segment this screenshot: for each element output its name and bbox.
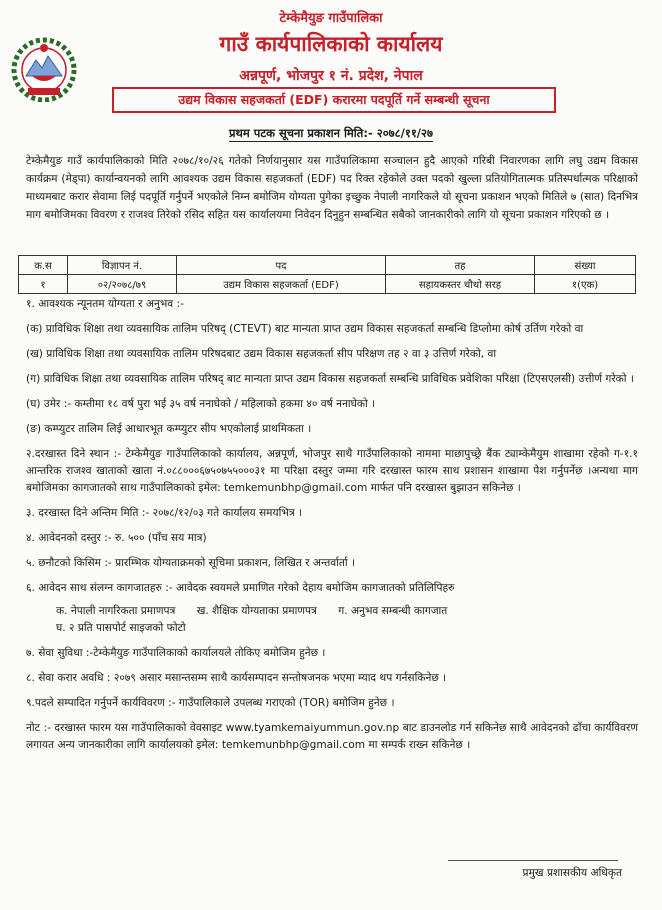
table-cell: उद्यम विकास सहजकर्ता (EDF) bbox=[177, 275, 386, 294]
signature-line bbox=[448, 860, 618, 861]
qualification-item: (ख) प्राविधिक शिक्षा तथा व्यवसायिक तालिम परिषदबाट उद्यम विकास सहजकर्ता सीप परिक्षण तह २ वा ३ उत्तिर्ण गरेको, वा bbox=[26, 348, 497, 360]
table-row bbox=[19, 275, 636, 294]
table-cell: ०२/२०७८/७९ bbox=[68, 275, 177, 294]
selection-method: ५. छनौटको किसिम :- प्रारम्भिक योग्यताक्रमको सूचिमा प्रकाशन, लिखित र अन्तर्वार्ता । bbox=[26, 557, 356, 569]
intro-paragraph: टेम्केमैयुङ गाउँ कार्यपालिकाको मिति २०७८/१०/२६ गतेको निर्णयानुसार यस गाउँपालिकामा सञ्चालन हुदै आएको गरिबी निवारणका लागि लघु उद्यम विकास कार्यक्रम (मेड्पा) कार्यान्वयनको लागि आवश्यक उद्यम विकास सहजकर्ता (EDF) पद रिक्त रहेकोले उक्त पदको खुल्ला प्रतियोगितात्मक प्रतिस्पर्धात्मक परिक्षाको माध्यमबाट करार सेवामा लिई पदपूर्ति गर्नुपर्ने भएकोले निम्न बमोजिम योग्यता पुगेका इच्छुक नेपाली नागरिकले यो सूचना प्रकाशन भएको मितिले ७ (सात) दिनभित्र माग बमोजिमका विवरण र राजश्व तिरेको रसिद सहित यस कार्यालयमा निवेदन दिनुहुन सम्बन्धित सबैको जानकारीको लागि यो सूचना प्रकाशन गरिएको छ । bbox=[26, 155, 638, 221]
publication-date-text: प्रथम पटक सूचना प्रकाशन मिति:- २०७८/११/२७ bbox=[229, 126, 433, 140]
document-item: घ. २ प्रति पासपोर्ट साइजको फोटो bbox=[56, 622, 186, 634]
document-item: ग. अनुभव सम्बन्धी कागजात bbox=[338, 605, 448, 617]
table-header-row bbox=[19, 256, 636, 275]
job-description: ९.पदले सम्पादित गर्नुपर्ने कार्यविवरण :- गाउँपालिकाले उपलब्ध गराएको (TOR) बमोजिम हुनेछ । bbox=[26, 697, 395, 709]
table-header: संख्या bbox=[535, 256, 636, 275]
documents-list bbox=[56, 603, 638, 637]
document-item: क. नेपाली नागरिकता प्रमाणपत्र bbox=[56, 605, 176, 617]
signatory-title: प्रमुख प्रशासकीय अधिकृत bbox=[522, 867, 622, 879]
table-cell: १ bbox=[19, 275, 68, 294]
application-place: २.दरखास्त दिने स्थान :- टेम्केमैयुङ गाउँपालिकाको कार्यालय, अन्नपूर्ण, भोजपुर साथै गाउँपालिकाको नाममा माछापुच्छ्रे बैंक ट्याम्केमैयुम शाखामा रहेको ग-१.१ आन्तरिक राजश्व खाताको खाता नं.०८८०००६७५०७५५०००३१ मा परिक्षा दस्तुर जम्मा गरि दरखास्त फारम साथ प्रशासन शाखामा पेश गर्नुपर्नेछ ।अन्यथा माग बमोजिमका कागजातको साथ गाउँपालिकाको इमेल: temkemunbhp@gmail.com मार्फत पनि दरखास्त बुझाउन सकिनेछ । bbox=[26, 448, 638, 494]
documents-row bbox=[56, 603, 638, 620]
service-benefits: ७. सेवा सुविधा :-टेम्केमैयुङ गाउँपालिकाको कार्यालयले तोकिए बमोजिम हुनेछ । bbox=[26, 647, 326, 659]
notice-banner: उद्यम विकास सहजकर्ता (EDF) करारमा पदपूर्ति गर्ने सम्बन्धी सूचना bbox=[112, 87, 556, 113]
required-documents: ६. आवेदन साथ संलग्न कागजातहरु :- आवेदक स्वयमले प्रमाणित गरेको देहाय बमोजिम कागजातको प्रतिलिपिहरु bbox=[26, 582, 455, 594]
publication-date bbox=[0, 126, 662, 141]
document-item: ख. शैक्षिक योग्यताका प्रमाणपत्र bbox=[196, 605, 317, 617]
qualification-item: (घ) उमेर :- कम्तीमा १८ वर्ष पुरा भई ३५ वर्ष ननाघेको / महिलाको हकमा ४० वर्ष ननाघेको । bbox=[26, 398, 376, 410]
section-heading: १. आवश्यक न्यूनतम योग्यता र अनुभव :- bbox=[26, 298, 184, 310]
table-header: विज्ञापन नं. bbox=[68, 256, 177, 275]
note: नोट :- दरखास्त फारम यस गाउँपालिकाको वेवसाइट www.tyamkemaiyummun.gov.np बाट डाउनलोड गर्न सकिनेछ साथै आवेदनको ढाँचा कार्यविवरण लगायत अन्य जानकारीका लागि कार्यालयको इमेल: temkemunbhp@gmail.com मा सम्पर्क राख्न सकिनेछ । bbox=[26, 722, 638, 751]
documents-row bbox=[56, 620, 638, 637]
table-header: क.स bbox=[19, 256, 68, 275]
contract-period: ८. सेवा करार अवधि : २०७९ असार मसान्तसम्म साथै कार्यसम्पादन सन्तोषजनक भएमा म्याद थप गर्नसकिनेछ । bbox=[26, 672, 447, 684]
qualification-item: (क) प्राविधिक शिक्षा तथा व्यवसायिक तालिम परिषद् (CTEVT) बाट मान्यता प्राप्त उद्यम विकास सहजकर्ता सम्बन्धि डिप्लोमा कोर्ष उर्तिण गरेको वा bbox=[26, 323, 584, 335]
table-cell: सहायकस्तर चौथो सरह bbox=[386, 275, 535, 294]
notice-body bbox=[26, 296, 638, 762]
qualification-item: (ङ) कम्प्युटर तालिम लिई आधारभूत कम्प्युटर सीप भएकोलाई प्राथमिकता । bbox=[26, 423, 312, 435]
application-fee: ४. आवेदनको दस्तुर :- रु. ५०० (पाँच सय मात्र) bbox=[26, 532, 207, 544]
table-cell: १(एक) bbox=[535, 275, 636, 294]
office-title: गाउँ कार्यपालिकाको कार्यालय bbox=[219, 32, 443, 56]
office-address: अन्नपूर्ण, भोजपुर १ नं. प्रदेश, नेपाल bbox=[239, 68, 423, 84]
vacancy-table bbox=[18, 255, 636, 294]
deadline: ३. दरखास्त दिने अन्तिम मिति :- २०७८/१२/०३ गते कार्यालय समयभित्र । bbox=[26, 507, 303, 519]
table-header: पद bbox=[177, 256, 386, 275]
table-header: तह bbox=[386, 256, 535, 275]
qualification-item: (ग) प्राविधिक शिक्षा तथा व्यवसायिक तालिम परिषद् बाट मान्यता प्राप्त उद्यम विकास सहजकर्ता सम्बन्धि प्राविधिक प्रवेशिका परिक्षा (टिएसएलसी) उत्तीर्ण गरेको । bbox=[26, 373, 634, 385]
municipality-name: टेम्केमैयुङ गाउँपालिका bbox=[279, 11, 383, 26]
